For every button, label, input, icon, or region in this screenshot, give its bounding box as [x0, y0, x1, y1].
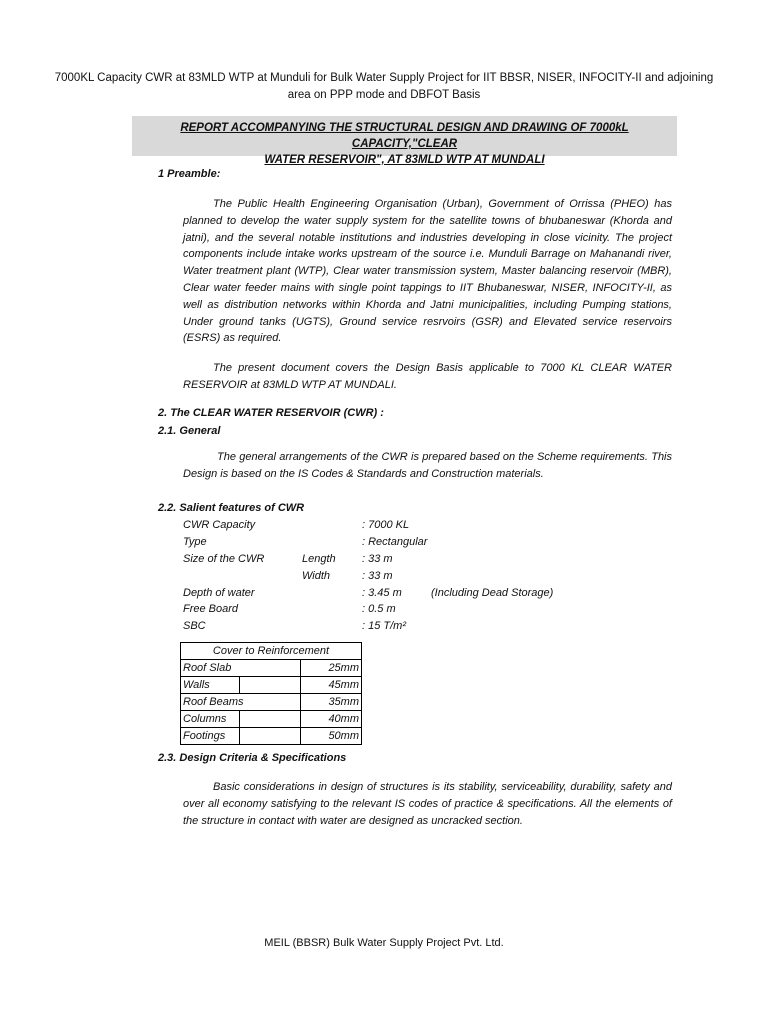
table-row [181, 728, 362, 745]
feature-note: (Including Dead Storage) [431, 587, 554, 599]
feature-label: CWR Capacity [183, 519, 256, 531]
table-row [181, 677, 362, 694]
cwr-section-heading: 2. The CLEAR WATER RESERVOIR (CWR) : [158, 407, 384, 419]
feature-value: : 33 m [362, 570, 393, 582]
page-footer: MEIL (BBSR) Bulk Water Supply Project Pvt. Ltd. [264, 937, 504, 949]
feature-value: : 33 m [362, 553, 393, 565]
preamble-paragraph: The Public Health Engineering Organisation (Urban), Government of Orrissa (PHEO) has planned to develop the water supply system for the satellite towns of bhubaneswar (Khorda and jatni), and the several notable institutions and industries developing in close vicinity. The project components include intake works upstream of the source i.e. Munduli Barrage on Mahanandi river, Water treatment plant (WTP), Clear water transmission system, Master balancing reservoir (MBR), Clear water feeder mains with single point tappings to IIT Bhubaneswar, NISER, INFOCITY-II, as well as distribution networks within Khorda and Jatni municipalities, including Pumping stations, Under ground tanks (UGTS), Ground service resrvoirs (GSR) and Elevated service reservoirs (ESRS) as required. [183, 198, 672, 345]
general-paragraph: The general arrangements of the CWR is prepared based on the Scheme requirements. This Design is based on the IS Codes & Standards and Construction materials. [183, 451, 672, 480]
table-row [181, 660, 362, 677]
table-cell-item: Columns [181, 711, 240, 728]
feature-label: SBC [183, 620, 206, 632]
banner-line-1: REPORT ACCOMPANYING THE STRUCTURAL DESIGN AND DRAWING OF 7000kL CAPACITY,"CLEAR [180, 122, 629, 150]
feature-value: : 7000 KL [362, 519, 410, 531]
feature-value: : 0.5 m [362, 603, 396, 615]
feature-label: Type [183, 536, 207, 548]
title-banner [132, 120, 677, 168]
table-cell-item: Walls [181, 677, 240, 694]
table-header-row [181, 643, 362, 660]
feature-sub-label: Length [302, 553, 336, 565]
feature-value: : 15 T/m² [362, 620, 407, 632]
table-cell-item: Roof Beams [181, 694, 301, 711]
table-cell-value: 25mm [301, 660, 362, 677]
cover-to-reinforcement-table [180, 642, 362, 745]
document-scope-paragraph: The present document covers the Design Basis applicable to 7000 KL CLEAR WATER RESERVOIR at 83MLD WTP AT MUNDALI. [183, 362, 672, 391]
feature-label: Free Board [183, 603, 239, 615]
header-line-1: 7000KL Capacity CWR at 83MLD WTP at Munduli for Bulk Water Supply Project for IIT BBSR, NISER, INFOCITY-II and adjoining [54, 72, 714, 84]
document-header [40, 70, 728, 104]
general-heading: 2.1. General [158, 425, 221, 437]
table-row [181, 694, 362, 711]
header-line-2: area on PPP mode and DBFOT Basis [287, 89, 481, 101]
preamble-heading: 1 Preamble: [158, 168, 221, 180]
banner-line-2: WATER RESERVOIR", AT 83MLD WTP AT MUNDALI [264, 154, 545, 166]
table-cell-empty [240, 728, 301, 745]
table-cell-empty [240, 711, 301, 728]
feature-sub-label: Width [302, 570, 331, 582]
design-criteria-heading: 2.3. Design Criteria & Specifications [158, 752, 347, 764]
table-cell-item: Footings [181, 728, 240, 745]
feature-label: Size of the CWR [183, 553, 265, 565]
table-cell-empty [240, 677, 301, 694]
design-criteria-paragraph: Basic considerations in design of structures is its stability, serviceability, durability, safety and over all economy satisfying to the relevant IS codes of practice & specifications. All the elements of the structure in contact with water are designed as uncracked section. [183, 781, 672, 827]
table-cell-value: 35mm [301, 694, 362, 711]
feature-value: : Rectangular [362, 536, 428, 548]
table-cell-value: 45mm [301, 677, 362, 694]
table-title: Cover to Reinforcement [181, 643, 362, 660]
table-cell-value: 40mm [301, 711, 362, 728]
salient-features-heading: 2.2. Salient features of CWR [158, 502, 305, 514]
table-cell-value: 50mm [301, 728, 362, 745]
feature-label: Depth of water [183, 587, 255, 599]
feature-value: : 3.45 m [362, 587, 402, 599]
table-cell-item: Roof Slab [181, 660, 301, 677]
table-row [181, 711, 362, 728]
